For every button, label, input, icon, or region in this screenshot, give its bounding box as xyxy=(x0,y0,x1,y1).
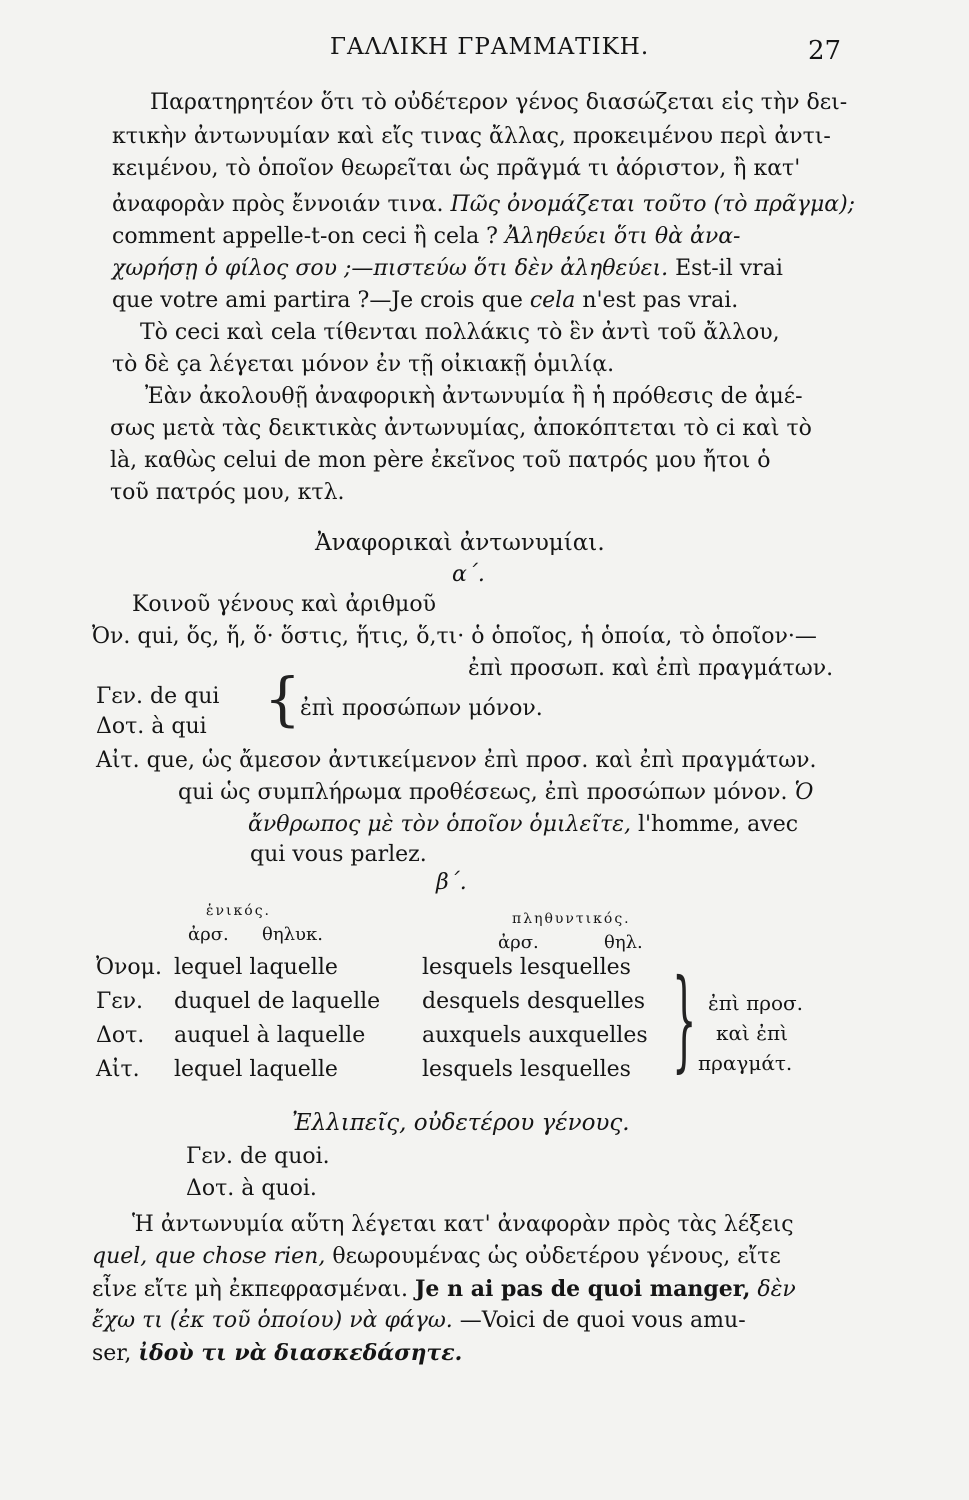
alpha-nominative-note: ἐπὶ προσωπ. καὶ ἐπὶ πραγμάτων. xyxy=(468,656,834,681)
para1-line5 xyxy=(112,222,740,252)
para4-line3-bold: Je n ai pas de quoi manger, xyxy=(415,1276,751,1302)
beta-fem-singular: θηλυκ. xyxy=(262,924,323,945)
beta-singular-genitive: duquel de laquelle xyxy=(174,989,381,1014)
para1-line2: κτικὴν ἀντωνυμίαν καὶ εἴς τινας ἄλλας, προκειμένου περὶ ἀντι- xyxy=(112,124,831,149)
para3-line1: Ἐὰν ἀκολουθῇ ἀναφορικὴ ἀντωνυμία ἢ ἡ πρόθεσις de ἀμέ- xyxy=(145,384,803,409)
alpha-qui-line3: qui vous parlez. xyxy=(250,842,427,867)
para4-line4 xyxy=(92,1306,746,1336)
para1-line7 xyxy=(112,286,738,316)
beta-plural-accusative: lesquels lesquelles xyxy=(422,1057,631,1082)
para1-line7-italic: cela xyxy=(529,288,576,313)
alpha-qui-line1-text: qui ὡς συμπλήρωμα προθέσεως, ἐπὶ προσώπων μόνον. xyxy=(178,780,788,805)
beta-brace: } xyxy=(672,955,697,1083)
beta-plural-dative: auxquels auxquelles xyxy=(422,1023,648,1048)
beta-row-genitive xyxy=(96,986,143,1018)
beta-singular: ἑνικός. xyxy=(206,903,271,919)
ellipt-dative: Δοτ. à quoi. xyxy=(186,1176,317,1201)
alpha-qui-line2-italic: ἄνθρωπος μὲ τὸν ὁποῖον ὁμιλεῖτε, xyxy=(248,812,631,837)
beta-masc-singular: ἀρσ. xyxy=(188,924,229,945)
para1-line6-italic: χωρήσῃ ὁ φίλος σου ;—πιστεύω ὅτι δὲν ἀληθεύει. xyxy=(112,256,669,281)
para4-line4-italic: ἔχω τι (ἐκ τοῦ ὁποίου) νὰ φάγω. xyxy=(92,1308,453,1333)
para4-line2-text: θεωρουμένας ὡς οὐδετέρου γένους, εἴτε xyxy=(332,1244,781,1269)
page-header xyxy=(0,34,969,74)
beta-case: Δοτ. xyxy=(96,1023,145,1048)
alpha-qui-line1-italic: Ὁ xyxy=(794,780,814,805)
beta-singular-accusative: lequel laquelle xyxy=(174,1057,338,1082)
para1-line7-text: que votre ami partira ?—Je crois que xyxy=(112,288,523,313)
alpha-gd-note: ἐπὶ προσώπων μόνον. xyxy=(300,696,543,721)
beta-case: Ὀνομ. xyxy=(96,955,162,980)
beta-singular-nominative: lequel laquelle xyxy=(174,955,338,980)
para1-line7-end: n'est pas vrai. xyxy=(582,288,739,313)
beta-label: β΄. xyxy=(436,870,467,895)
para3-line4: τοῦ πατρός μου, κτλ. xyxy=(110,480,345,505)
beta-fem-plural: θηλ. xyxy=(604,932,643,953)
para2-line2: τὸ δὲ ça λέγεται μόνον ἐν τῇ οἰκιακῇ ὁμιλίᾳ. xyxy=(112,352,615,377)
running-title: ΓΑΛΛΙΚΗ ΓΡΑΜΜΑΤΙΚΗ. xyxy=(330,34,650,60)
para3-line3: là, καθὼς celui de mon père ἐκεῖνος τοῦ πατρός μου ἤτοι ὁ xyxy=(110,448,771,473)
alpha-brace: { xyxy=(264,665,301,733)
para4-line2 xyxy=(92,1242,781,1272)
alpha-dative: Δοτ. à qui xyxy=(96,714,207,739)
alpha-qui-line1 xyxy=(178,778,813,808)
para1-line6-text: Est-il vrai xyxy=(675,256,783,281)
para4-line3 xyxy=(92,1274,796,1305)
alpha-nominative: Ὀν. qui, ὅς, ἥ, ὅ· ὅστις, ἥτις, ὅ,τι· ὁ ὁποῖος, ἡ ὁποία, τὸ ὁποῖον·— xyxy=(92,624,817,649)
alpha-accusative: Αἰτ. que, ὡς ἄμεσον ἀντικείμενον ἐπὶ προσ. καὶ ἐπὶ πραγμάτων. xyxy=(96,748,817,773)
para4-line3-text: εἶνε εἴτε μὴ ἐκπεφρασμέναι. xyxy=(92,1277,409,1302)
para4-line5-italic: ἰδοὺ τι νὰ διασκεδάσητε. xyxy=(138,1340,463,1366)
beta-singular-dative: auquel à laquelle xyxy=(174,1023,366,1048)
beta-row-accusative xyxy=(96,1054,140,1086)
beta-row-nominative xyxy=(96,952,162,984)
alpha-genitive: Γεν. de qui xyxy=(96,684,220,709)
para4-line2-italic: quel, que chose rien, xyxy=(92,1244,326,1269)
beta-case: Γεν. xyxy=(96,989,144,1014)
beta-note-line2: καὶ ἐπὶ xyxy=(716,1021,788,1045)
para1-line1: Παρατηρητέον ὅτι τὸ οὐδέτερον γένος διασώζεται εἰς τὴν δει- xyxy=(150,90,848,115)
ellipt-heading: Ἐλλιπεῖς, οὐδετέρου γένους. xyxy=(292,1110,630,1136)
alpha-qui-line2 xyxy=(248,810,798,840)
alpha-qui-line2-text: l'homme, avec xyxy=(637,812,799,837)
page-number: 27 xyxy=(808,36,842,66)
para1-line3: κειμένου, τὸ ὁποῖον θεωρεῖται ὡς πρᾶγμά τι ἀόριστον, ἢ κατ' xyxy=(112,156,801,181)
para4-line3-italic: δὲν xyxy=(757,1277,796,1302)
para1-line5-text: comment appelle-t-on ceci ἢ cela ? xyxy=(112,224,498,249)
beta-row-dative xyxy=(96,1020,144,1052)
beta-note-line3: πραγμάτ. xyxy=(698,1051,793,1075)
para1-line5-italic: Ἀληθεύει ὅτι θὰ ἀνα- xyxy=(504,224,741,249)
beta-note-line1: ἐπὶ προσ. xyxy=(708,991,804,1015)
para1-line6 xyxy=(112,254,783,284)
alpha-subheading: Κοινοῦ γένους καὶ ἀριθμοῦ xyxy=(132,592,436,617)
beta-case: Αἰτ. xyxy=(96,1057,140,1082)
beta-plural: πληθυντικός. xyxy=(512,911,631,927)
para1-line4-italic: Πῶς ὀνομάζεται τοῦτο (τὸ πρᾶγμα); xyxy=(450,192,856,217)
para2-line1: Τὸ ceci καὶ cela τίθενται πολλάκις τὸ ἓν ἀντὶ τοῦ ἄλλου, xyxy=(140,320,780,345)
para1-line4 xyxy=(112,190,855,220)
beta-masc-plural: ἀρσ. xyxy=(498,932,539,953)
para4-line4-text: —Voici de quoi vous amu- xyxy=(459,1308,746,1333)
para4-line5-text: ser, xyxy=(92,1341,132,1366)
beta-plural-genitive: desquels desquelles xyxy=(422,989,646,1014)
section-alpha: α΄. xyxy=(452,562,485,587)
section-heading: Ἀναφορικαὶ ἀντωνυμίαι. xyxy=(315,530,605,556)
ellipt-genitive: Γεν. de quoi. xyxy=(186,1144,330,1169)
para4-line1: Ἡ ἀντωνυμία αὕτη λέγεται κατ' ἀναφορὰν πρὸς τὰς λέξεις xyxy=(132,1212,794,1237)
beta-plural-nominative: lesquels lesquelles xyxy=(422,955,631,980)
para1-line4-text: ἀναφορὰν πρὸς ἔννοιάν τινα. xyxy=(112,192,444,217)
para3-line2: σως μετὰ τὰς δεικτικὰς ἀντωνυμίας, ἀποκόπτεται τὸ ci καὶ τὸ xyxy=(110,416,812,441)
para4-line5 xyxy=(92,1338,462,1369)
